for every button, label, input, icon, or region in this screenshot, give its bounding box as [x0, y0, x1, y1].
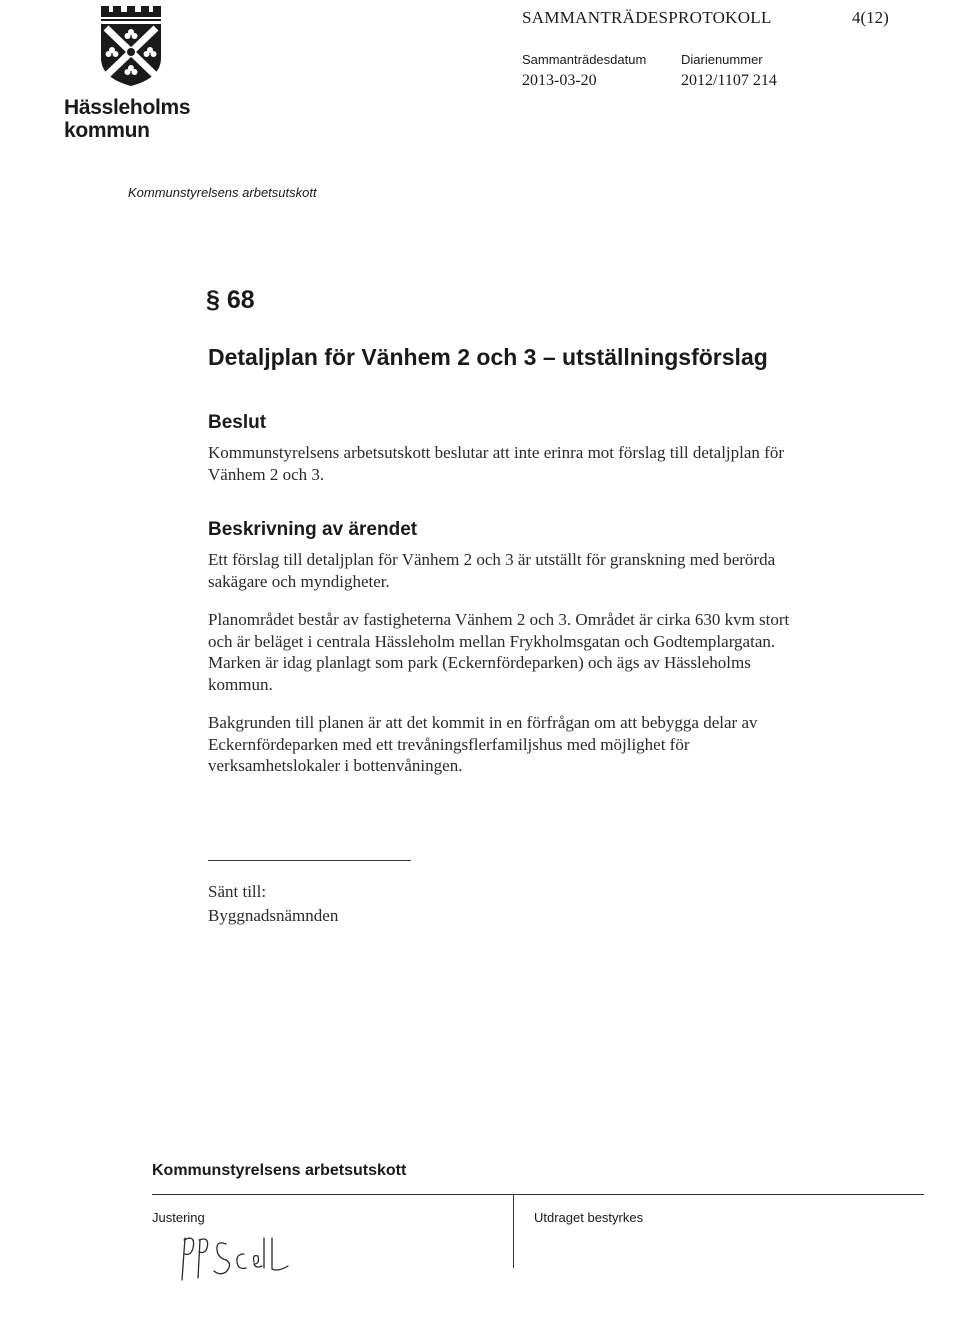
- municipality-name: [64, 96, 190, 142]
- page-number: 4(12): [852, 8, 889, 27]
- case-number-value: 2012/1107 214: [681, 72, 777, 89]
- meeting-date-label: Sammanträdesdatum: [522, 52, 647, 67]
- description-paragraph-2: Planområdet består av fastigheterna Vänhem 2 och 3. Området är cirka 630 kvm stort och är beläget i centrala Hässleholm mellan Frykholmsgatan och Godtemplargatan. Marken är idag planlagt som park (Eckernfördeparken) och ägs av Hässleholms kommun.: [208, 610, 790, 694]
- handwritten-signature-icon: [176, 1226, 296, 1291]
- description-heading: Beskrivning av ärendet: [208, 519, 418, 540]
- utdraget-label: Utdraget bestyrkes: [534, 1210, 644, 1225]
- divider-line: [208, 860, 411, 861]
- protocol-body: [208, 412, 818, 777]
- description-paragraph-1: Ett förslag till detaljplan för Vänhem 2 och 3 är utställt för granskning med berörda sakägare och myndigheter.: [208, 550, 776, 591]
- municipality-name-line2: kommun: [64, 119, 150, 142]
- case-number-label: Diarienummer: [681, 52, 763, 67]
- decision-heading: Beslut: [208, 412, 267, 433]
- footer-divider: [152, 1194, 924, 1195]
- committee-name: Kommunstyrelsens arbetsutskott: [128, 185, 317, 200]
- municipality-logo: [64, 6, 214, 142]
- sent-to-recipient: Byggnadsnämnden: [208, 906, 339, 925]
- meeting-date-value: 2013-03-20: [522, 72, 597, 89]
- sent-to-label: Sänt till:: [208, 882, 267, 901]
- description-paragraph-3: Bakgrunden till planen är att det kommit in en förfrågan om att bebygga delar av Eckernfördeparken med ett trevåningsflerfamiljshus med möjlighet för verksamhetslokaler i bottenvåningen.: [208, 713, 758, 775]
- coat-of-arms-icon: [98, 6, 164, 88]
- section-number: § 68: [206, 286, 255, 314]
- decision-text: Kommunstyrelsens arbetsutskott beslutar att inte erinra mot förslag till detaljplan för Vänhem 2 och 3.: [208, 443, 784, 484]
- footer-committee: Kommunstyrelsens arbetsutskott: [152, 1162, 407, 1179]
- page-title: Detaljplan för Vänhem 2 och 3 – utställningsförslag: [208, 344, 768, 370]
- footer-column-divider: [513, 1194, 514, 1268]
- document-type: SAMMANTRÄDESPROTOKOLL: [522, 8, 772, 27]
- sent-to-block: [208, 880, 338, 928]
- justering-label: Justering: [152, 1210, 205, 1225]
- municipality-name-line1: Hässleholms: [64, 96, 191, 119]
